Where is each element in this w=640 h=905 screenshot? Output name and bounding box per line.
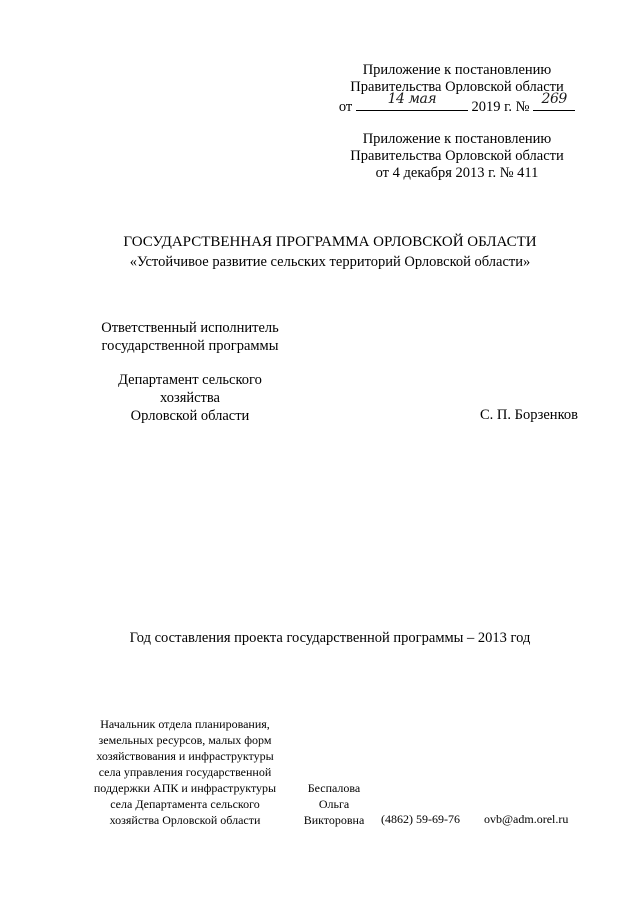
contact-person-name	[294, 780, 374, 828]
appendix-new-block	[332, 62, 582, 116]
appendix-old-block	[332, 131, 582, 182]
contact-first-name: Ольга	[318, 797, 350, 811]
contact-patronymic: Викторовна	[303, 813, 365, 827]
appendix-old-line3: от 4 декабря 2013 г. № 411	[375, 165, 539, 181]
position-line: поддержки АПК и инфраструктуры	[93, 781, 277, 795]
handwritten-number: 269	[541, 91, 567, 107]
appendix-new-line1: Приложение к постановлению	[362, 62, 552, 78]
contact-email[interactable]: ovb@adm.orel.ru	[484, 812, 569, 826]
contact-phone: (4862) 59-69-76	[381, 812, 460, 826]
department-line3: Орловской области	[130, 408, 250, 424]
contact-position	[80, 716, 290, 828]
responsible-label	[82, 319, 298, 355]
position-line: села управления государственной	[98, 765, 272, 779]
responsible-label-line1: Ответственный исполнитель	[101, 320, 279, 336]
department-line2: хозяйства	[160, 390, 220, 406]
position-line: хозяйствования и инфраструктуры	[96, 749, 274, 763]
department-line1: Департамент сельского	[118, 372, 262, 388]
position-line: села Департамента сельского	[110, 797, 260, 811]
responsible-label-line2: государственной программы	[101, 338, 279, 354]
number-blank	[533, 91, 575, 111]
year-line: Год составления проекта государственной программы – 2013 год	[129, 630, 531, 646]
appendix-old-line1: Приложение к постановлению	[362, 131, 552, 147]
position-line: земельных ресурсов, малых форм	[98, 733, 272, 747]
head-name: С. П. Борзенков	[480, 407, 578, 423]
program-title-block	[60, 232, 600, 272]
program-title: ГОСУДАРСТВЕННАЯ ПРОГРАММА ОРЛОВСКОЙ ОБЛАСТИ	[123, 234, 537, 250]
appendix-old-line2: Правительства Орловской области	[350, 148, 564, 164]
year-number-label: 2019 г. №	[471, 99, 530, 115]
handwritten-date: 14 мая	[387, 91, 437, 107]
department-name	[82, 371, 298, 425]
position-line: хозяйства Орловской области	[109, 813, 261, 827]
appendix-new-line2: Правительства Орловской области	[350, 79, 564, 95]
date-blank	[356, 91, 468, 111]
position-line: Начальник отдела планирования,	[100, 717, 270, 731]
program-subtitle: «Устойчивое развитие сельских территорий Орловской области»	[129, 254, 531, 270]
date-prefix: от	[338, 99, 353, 115]
contact-surname: Беспалова	[307, 781, 361, 795]
appendix-new-date-line	[332, 91, 582, 116]
